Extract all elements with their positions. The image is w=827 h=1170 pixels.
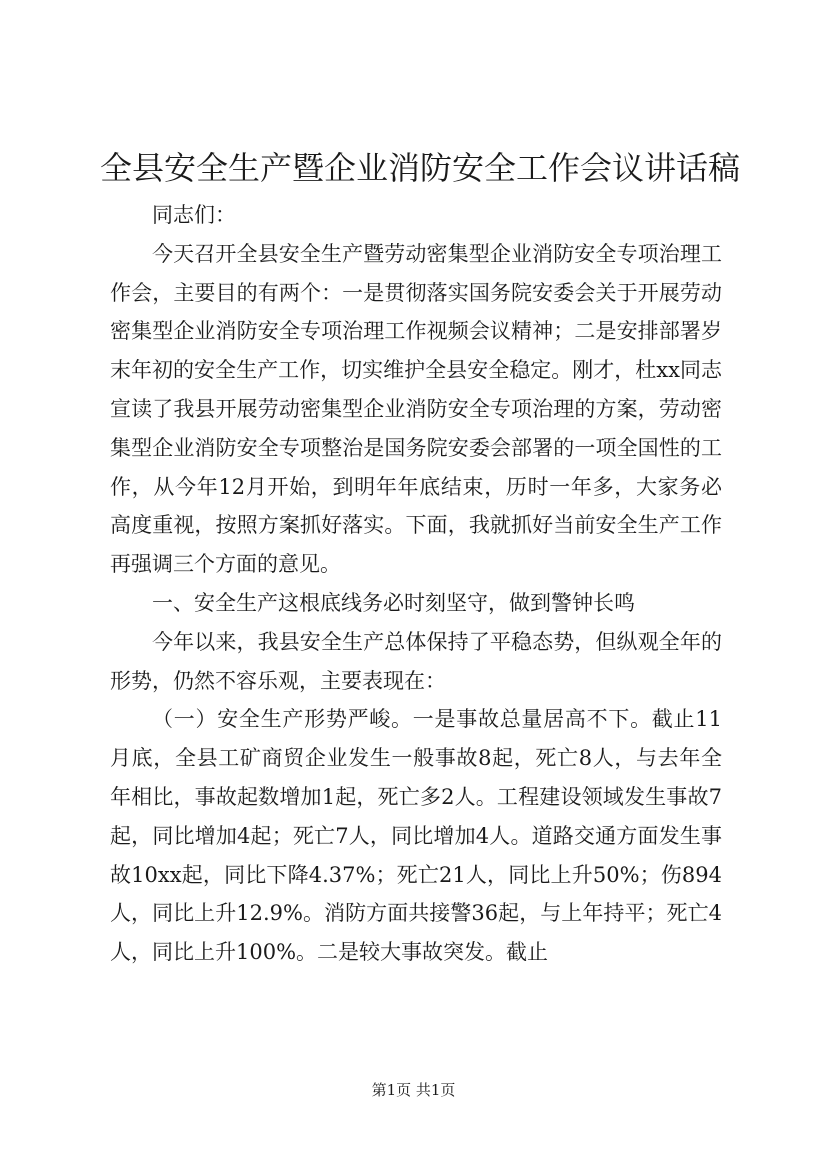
section-heading: 一、安全生产这根底线务必时刻坚守，做到警钟长鸣	[152, 590, 635, 615]
document-body	[110, 196, 722, 972]
document-title: 全县安全生产暨企业消防安全工作会议讲话稿	[100, 149, 741, 187]
body-paragraph: （一）安全生产形势严峻。一是事故总量居高不下。截止11月底，全县工矿商贸企业发生一般事故8起，死亡8人，与去年全年相比，事故起数增加1起，死亡多2人。工程建设领域发生事故7起，同比增加4起；死亡7人，同比增加4人。道路交通方面发生事故10xx起，同比下降4.37%；死亡21人，同比上升50%；伤894人，同比上升12.9%。消防方面共接警36起，与上年持平；死亡4人，同比上升100%。二是较大事故突发。截止	[110, 707, 722, 965]
page-footer: 第1页 共1页	[371, 1081, 456, 1099]
body-paragraph: 今年以来，我县安全生产总体保持了平稳态势，但纵观全年的形势，仍然不容乐观，主要表现在：	[110, 629, 722, 693]
body-paragraph: 今天召开全县安全生产暨劳动密集型企业消防安全专项治理工作会，主要目的有两个：一是贯彻落实国务院安委会关于开展劳动密集型企业消防安全专项治理工作视频会议精神；二是安排部署岁末年初的安全生产工作，切实维护全县安全稳定。刚才，杜xx同志宣读了我县开展劳动密集型企业消防安全专项治理的方案，劳动密集型企业消防安全专项整治是国务院安委会部署的一项全国性的工作，从今年12月开始，到明年年底结束，历时一年多，大家务必高度重视，按照方案抓好落实。下面，我就抓好当前安全生产工作再强调三个方面的意见。	[110, 241, 722, 577]
salutation-paragraph: 同志们：	[152, 203, 236, 227]
